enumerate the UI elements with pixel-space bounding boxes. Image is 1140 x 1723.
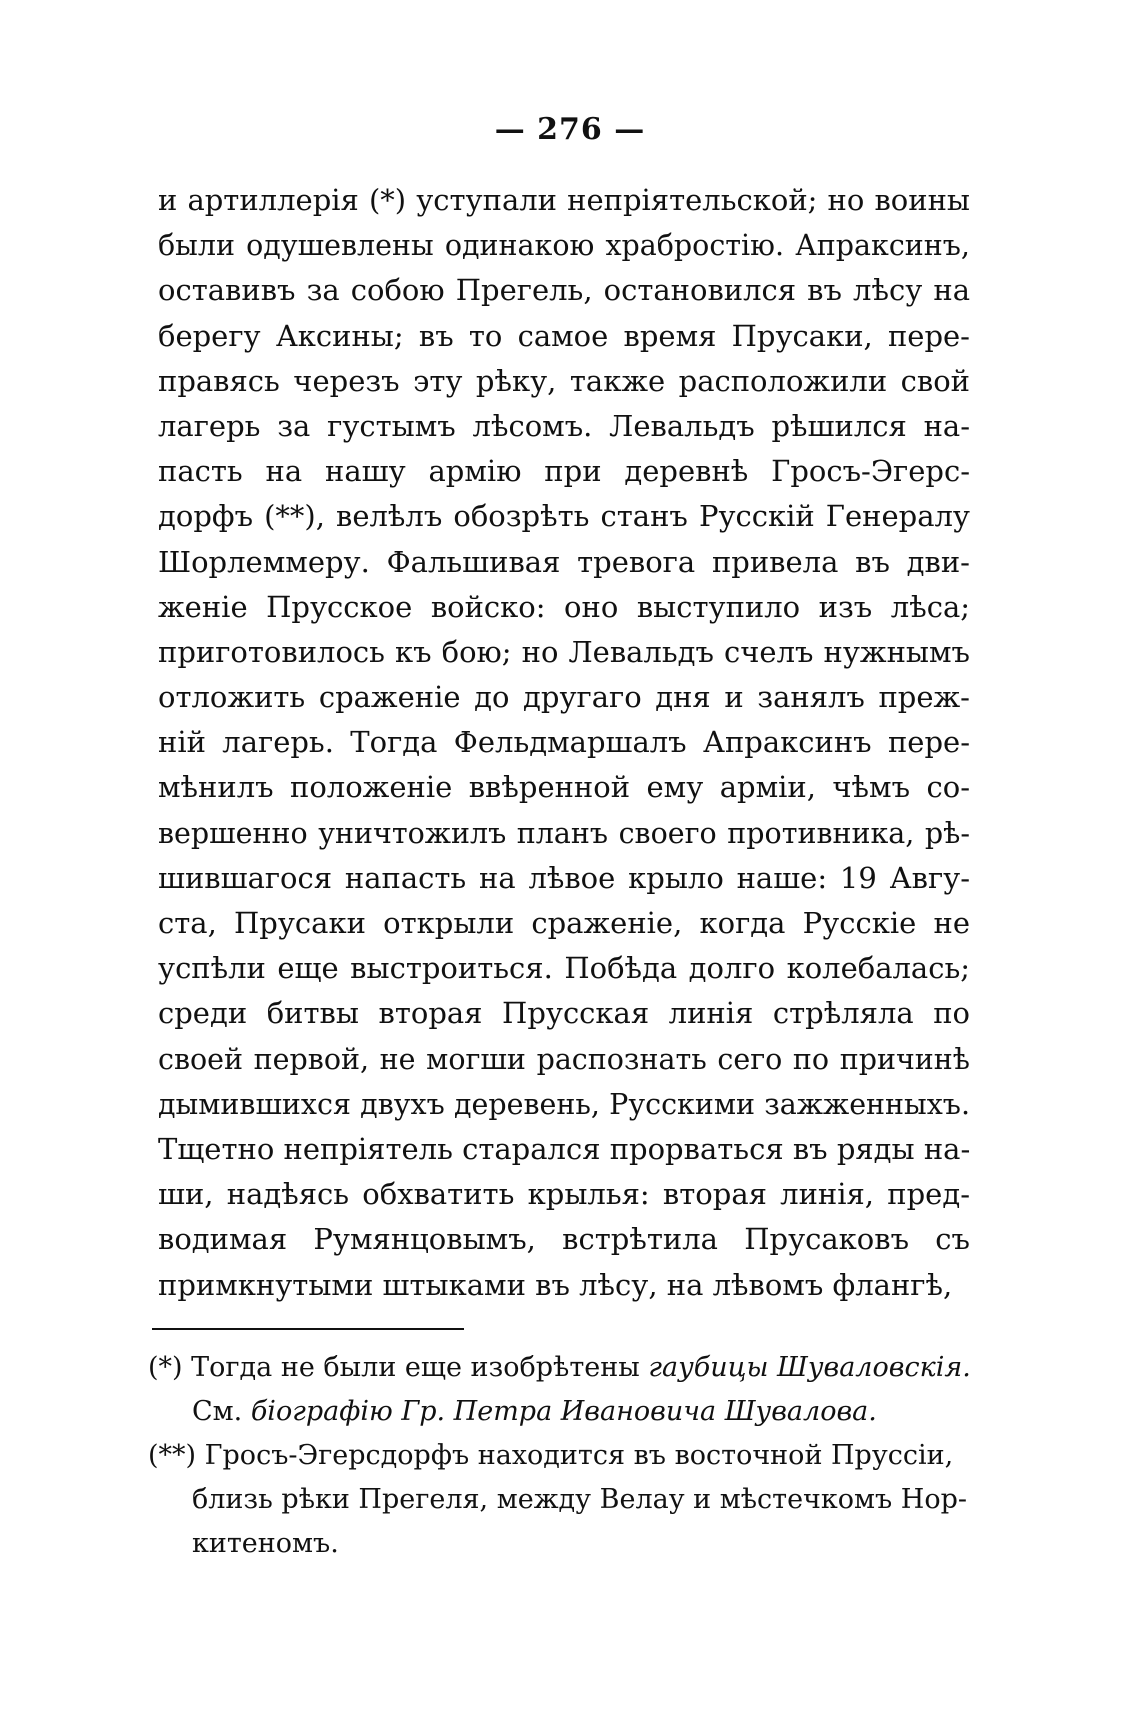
footnotes [148, 1346, 978, 1566]
text-line: женіе Прусское войско: оно выступило изъ лѣса; [158, 589, 970, 624]
text-line: водимая Румянцовымъ, встрѣтила Прусаковъ съ [158, 1222, 970, 1257]
text-line: ній лагерь. Тогда Фельдмаршалъ Апраксинъ пере- [158, 725, 970, 760]
text-line: дымившихся двухъ деревень, Русскими зажженныхъ. [158, 1087, 970, 1121]
text-line: лагерь за густымъ лѣсомъ. Левальдъ рѣшился на- [158, 408, 970, 443]
text-line: приготовилось къ бою; но Левальдъ счелъ нужнымъ [158, 634, 970, 669]
text-line: примкнутыми штыками въ лѣсу, на лѣвомъ флангѣ, [158, 1267, 953, 1302]
text-line: и артиллерія (*) уступали непріятельской; но воины [158, 183, 970, 217]
page-number: — 276 — [494, 112, 646, 147]
text-line: пасть на нашу армію при деревнѣ Гросъ-Эгерс- [158, 454, 970, 489]
text-line: Шорлеммеру. Фальшивая тревога привела въ дви- [158, 544, 970, 579]
text-line: берегу Аксины; въ то самое время Прусаки, пере- [158, 318, 970, 353]
footnote-1b-italic: біографію Гр. Петра Ивановича Шувалова. [250, 1396, 877, 1427]
text-line: успѣли еще выстроиться. Побѣда долго колебалась; [158, 951, 970, 986]
text-line: мѣнилъ положеніе ввѣренной ему арміи, чѣмъ со- [158, 770, 970, 805]
footnote-2: (**) Гросъ-Эгерсдорфъ находится въ восточной Пруссіи, [148, 1440, 954, 1471]
text-line: шившагося напасть на лѣвое крыло наше: 19 Авгу- [158, 860, 970, 895]
footnote-1b-text: См. [192, 1396, 251, 1427]
footnote-1-text: (*) Тогда не были еще изобрѣтены [148, 1352, 649, 1383]
text-line: среди битвы вторая Прусская линія стрѣляла по [158, 996, 970, 1031]
footnote-2-end: китеномъ. [192, 1528, 339, 1559]
text-line: оставивъ за собою Прегель, остановился въ лѣсу на [158, 273, 970, 308]
footnote-1 [148, 1346, 978, 1390]
footnote-1-italic: гаубицы Шуваловскія. [648, 1352, 971, 1383]
text-line: правясь черезъ эту рѣку, также расположили свой [158, 363, 970, 398]
footnote-divider [152, 1328, 464, 1330]
text-line: отложить сраженіе до другаго дня и занялъ преж- [158, 680, 970, 715]
body-text [158, 178, 970, 1308]
text-line: были одушевлены одинакою храбростію. Апраксинъ, [158, 229, 970, 263]
text-line: своей первой, не могши распознать сего по причинѣ [158, 1042, 970, 1076]
text-line: вершенно уничтожилъ планъ своего противника, рѣ- [158, 816, 970, 850]
text-line: дорфъ (**), велѣлъ обозрѣть станъ Русскій Генералу [158, 499, 970, 534]
footnote-2-continuation: близь рѣки Прегеля, между Велау и мѣстечкомъ Нор- [192, 1484, 968, 1515]
text-line: Тщетно непріятель старался прорваться въ ряды на- [158, 1131, 970, 1166]
text-line: ста, Прусаки открыли сраженіе, когда Русскіе не [158, 906, 970, 940]
footnote-1-continuation [148, 1390, 978, 1434]
text-line: ши, надѣясь обхватить крылья: вторая линія, пред- [158, 1177, 970, 1212]
